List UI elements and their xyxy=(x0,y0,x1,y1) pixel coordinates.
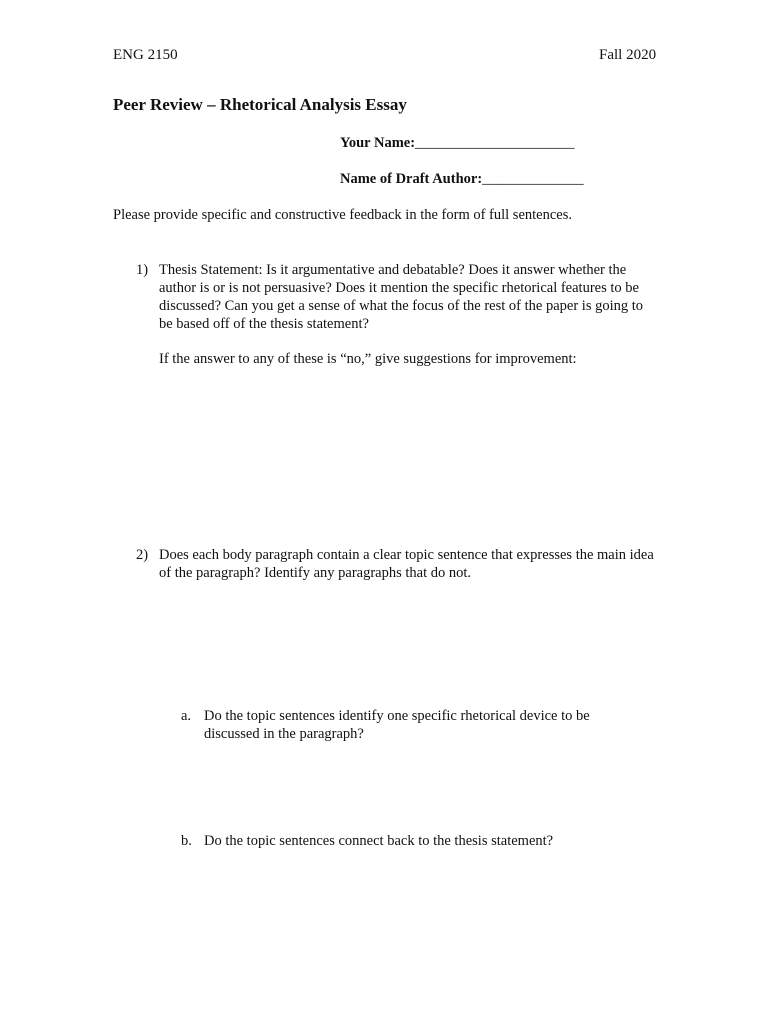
question-text: Thesis Statement: Is it argumentative and debatable? Does it answer whether the author is or is not persuasive? Does it mention the specific rhetorical features to be discussed? Can you get a sense of what the focus of the rest of the paper is going to be based off of the thesis statement? xyxy=(159,262,644,332)
draft-author-blank[interactable]: ______________ xyxy=(482,171,584,187)
question-1-follow-up: If the answer to any of these is “no,” give suggestions for improvement: xyxy=(159,351,577,367)
course-code: ENG 2150 xyxy=(113,47,178,63)
sub-question-letter: b. xyxy=(181,833,192,849)
question-1 xyxy=(136,261,656,333)
sub-question-letter: a. xyxy=(181,708,192,724)
question-text: Does each body paragraph contain a clear topic sentence that expresses the main idea of the paragraph? Identify any paragraphs that do not. xyxy=(159,547,654,581)
sub-question-text: Do the topic sentences identify one specific rhetorical device to be discussed in the paragraph? xyxy=(204,708,590,742)
question-2a xyxy=(181,707,621,743)
question-2b xyxy=(181,832,621,850)
question-2 xyxy=(136,546,656,582)
sub-question-text: Do the topic sentences connect back to the thesis statement? xyxy=(204,833,554,849)
draft-author-field xyxy=(340,171,584,188)
your-name-label: Your Name: xyxy=(340,135,416,151)
question-number: 1) xyxy=(136,262,149,278)
page-title: Peer Review – Rhetorical Analysis Essay xyxy=(113,95,407,114)
instructions: Please provide specific and constructive feedback in the form of full sentences. xyxy=(113,207,572,223)
term-label: Fall 2020 xyxy=(599,47,657,63)
draft-author-label: Name of Draft Author: xyxy=(340,171,483,187)
your-name-field xyxy=(340,135,575,152)
question-number: 2) xyxy=(136,547,149,563)
your-name-blank[interactable]: ______________________ xyxy=(415,135,575,151)
